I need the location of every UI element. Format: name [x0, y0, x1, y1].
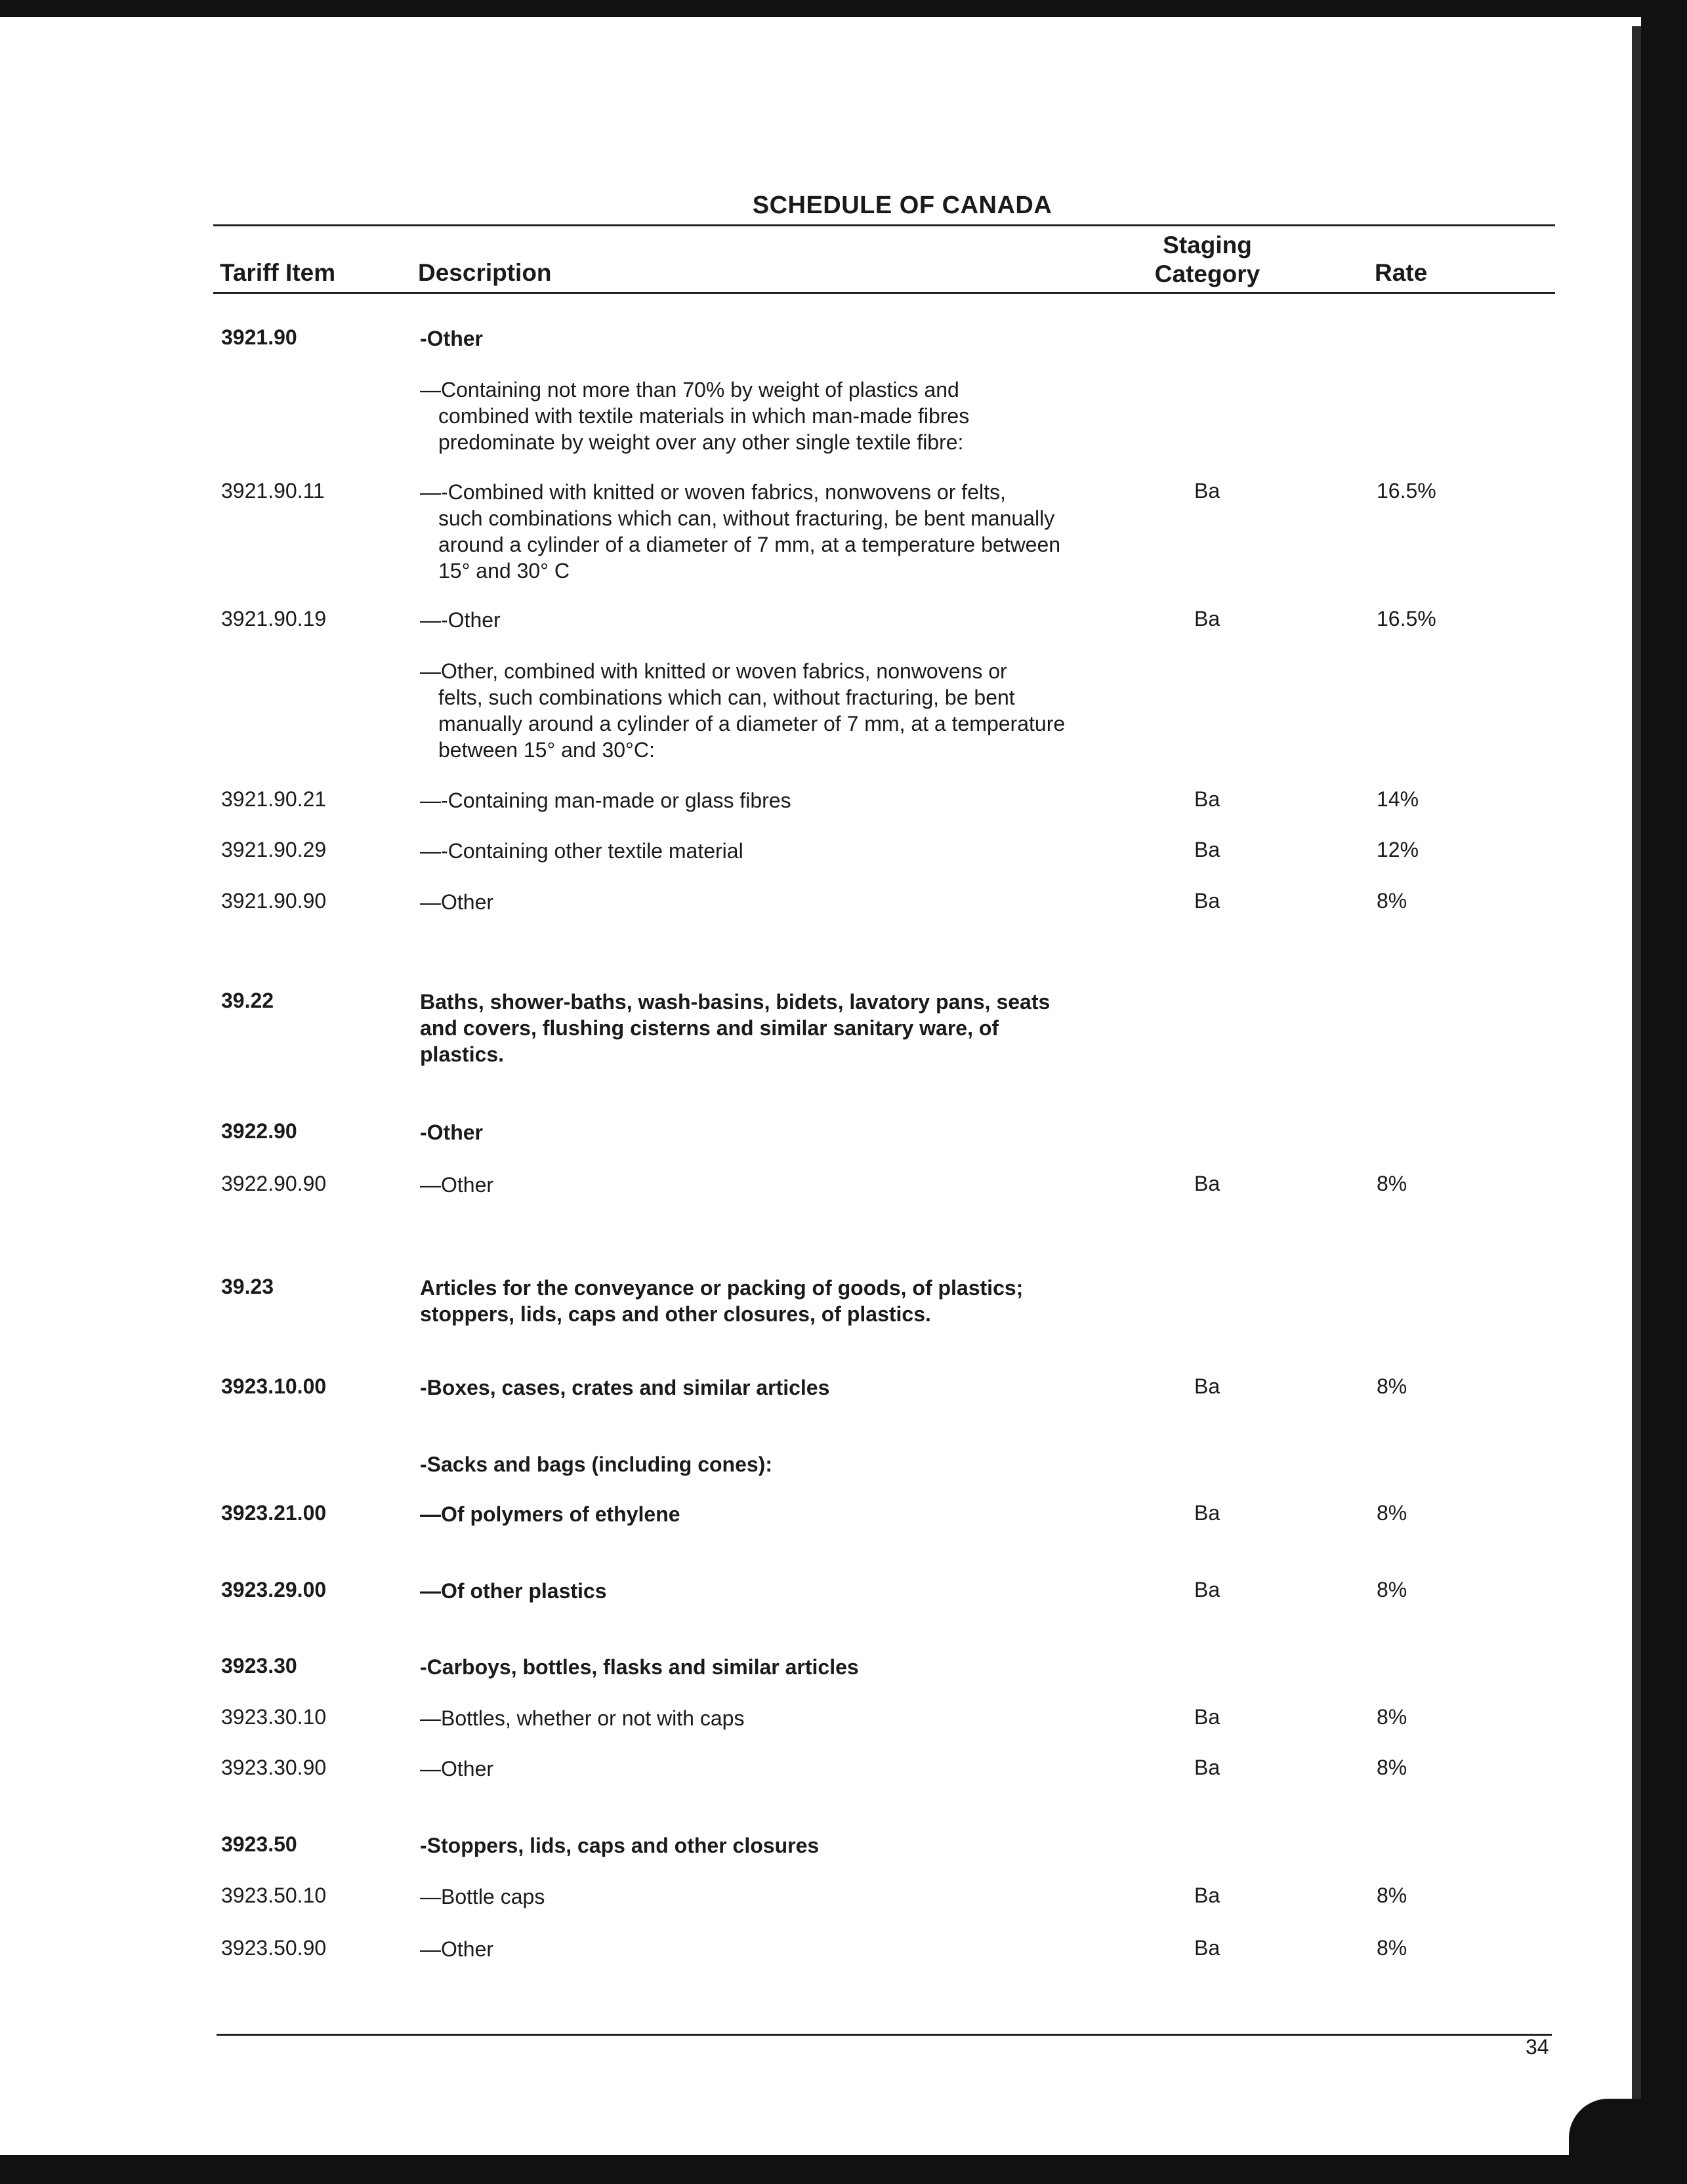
description: —Bottles, whether or not with caps	[420, 1706, 745, 1730]
description: —Of polymers of ethylene	[420, 1502, 680, 1526]
description: Articles for the conveyance or packing of goods, of plastics; stoppers, lids, caps and other closures, of plastics.	[420, 1276, 1024, 1326]
tariff-code: 3921.90.21	[221, 787, 327, 811]
rate: 8%	[1377, 889, 1407, 913]
tariff-code: 3921.90.90	[221, 889, 327, 913]
description: —Other	[420, 1937, 494, 1961]
title-rule	[213, 224, 1555, 226]
staging-category: Ba	[1194, 889, 1220, 913]
rate: 8%	[1377, 1884, 1407, 1907]
column-header-description: Description	[418, 259, 552, 286]
staging-category: Ba	[1194, 1501, 1220, 1525]
description	[420, 377, 1083, 455]
staging-category: Ba	[1194, 1578, 1220, 1601]
rate: 8%	[1377, 1936, 1407, 1960]
description: —Of other plastics	[420, 1579, 607, 1603]
rate: 12%	[1377, 838, 1419, 861]
description: -Sacks and bags (including cones):	[420, 1453, 772, 1476]
description: —-Containing other textile material	[420, 839, 743, 863]
staging-category: Ba	[1194, 1705, 1220, 1729]
rate: 8%	[1377, 1501, 1407, 1525]
staging-category: Ba	[1194, 838, 1220, 861]
description-first-line: —Containing not more than 70% by weight of plastics and	[420, 378, 959, 402]
staging-category: Ba	[1194, 607, 1220, 630]
tariff-code: 3921.90.29	[221, 838, 327, 861]
tariff-code: 39.23	[221, 1275, 274, 1298]
tariff-code: 3923.10.00	[221, 1374, 327, 1398]
rate: 8%	[1377, 1756, 1407, 1779]
tariff-code: 3923.29.00	[221, 1578, 327, 1601]
scan-border-top	[0, 0, 1687, 17]
description: —Other	[420, 890, 494, 914]
header-rule	[213, 292, 1555, 294]
description-first-line: —Other, combined with knitted or woven fabrics, nonwovens or	[420, 659, 1007, 683]
scan-corner	[1569, 2099, 1687, 2184]
description	[420, 658, 1083, 763]
tariff-code: 3923.21.00	[221, 1501, 327, 1525]
page-title: SCHEDULE OF CANADA	[752, 192, 1052, 219]
tariff-code: 3921.90	[221, 325, 297, 349]
staging-category: Ba	[1194, 1936, 1220, 1960]
tariff-code: 3922.90	[221, 1119, 297, 1143]
column-header-rate: Rate	[1375, 259, 1428, 286]
description: —Other	[420, 1757, 494, 1781]
description-continuation: such combinations which can, without fracturing, be bent manually around a cylinder of a diameter of 7 mm, at a temperature between 15° and 30° C	[438, 506, 1061, 583]
rate: 8%	[1377, 1172, 1407, 1195]
description: -Carboys, bottles, flasks and similar articles	[420, 1655, 859, 1679]
rate: 8%	[1377, 1578, 1407, 1601]
tariff-code: 3923.30.90	[221, 1756, 327, 1779]
rate: 14%	[1377, 787, 1419, 811]
tariff-code: 3923.30.10	[221, 1705, 327, 1729]
rate: 8%	[1377, 1705, 1407, 1729]
staging-category: Ba	[1194, 1374, 1220, 1398]
description: -Other	[420, 1121, 483, 1144]
staging-category: Ba	[1194, 1756, 1220, 1779]
tariff-code: 3921.90.11	[221, 479, 325, 503]
tariff-code: 3923.30	[221, 1654, 297, 1678]
tariff-code: 3923.50	[221, 1832, 297, 1856]
description-continuation: combined with textile materials in which man-made fibres predominate by weight over any other single textile fibre:	[438, 404, 970, 454]
description: —Other	[420, 1173, 494, 1197]
description	[420, 479, 1083, 584]
scan-border-bottom	[0, 2155, 1687, 2184]
description: —-Other	[420, 608, 501, 632]
column-header-staging-category: Staging Category	[1154, 232, 1260, 287]
tariff-code: 3923.50.90	[221, 1936, 327, 1960]
description: —Bottle caps	[420, 1885, 545, 1908]
staging-category: Ba	[1194, 1884, 1220, 1907]
scan-border-right	[1641, 0, 1687, 2184]
rate: 8%	[1377, 1374, 1407, 1398]
column-header-tariff-item: Tariff Item	[220, 259, 336, 286]
description: -Boxes, cases, crates and similar articles	[420, 1376, 830, 1399]
tariff-code: 3921.90.19	[221, 607, 327, 630]
scan-shadow-right	[1632, 26, 1641, 2106]
description-continuation: felts, such combinations which can, without fracturing, be bent manually around a cylinder of a diameter of 7 mm, at a temperature between 15° and 30°C:	[438, 686, 1066, 762]
description: —-Containing man-made or glass fibres	[420, 789, 791, 812]
description: -Stoppers, lids, caps and other closures	[420, 1834, 820, 1857]
footer-rule	[217, 2034, 1552, 2036]
page-number: 34	[1526, 2035, 1549, 2059]
description: Baths, shower-baths, wash-basins, bidets, lavatory pans, seats and covers, flushing cisterns and similar sanitary ware, of plastics.	[420, 990, 1051, 1066]
description-first-line: —-Combined with knitted or woven fabrics, nonwovens or felts,	[420, 480, 1006, 504]
staging-category: Ba	[1194, 1172, 1220, 1195]
staging-category: Ba	[1194, 787, 1220, 811]
tariff-code: 3923.50.10	[221, 1884, 327, 1907]
rate: 16.5%	[1377, 607, 1436, 630]
rate: 16.5%	[1377, 479, 1436, 503]
description: -Other	[420, 327, 483, 350]
staging-category: Ba	[1194, 479, 1220, 503]
tariff-code: 39.22	[221, 989, 274, 1012]
tariff-code: 3922.90.90	[221, 1172, 327, 1195]
